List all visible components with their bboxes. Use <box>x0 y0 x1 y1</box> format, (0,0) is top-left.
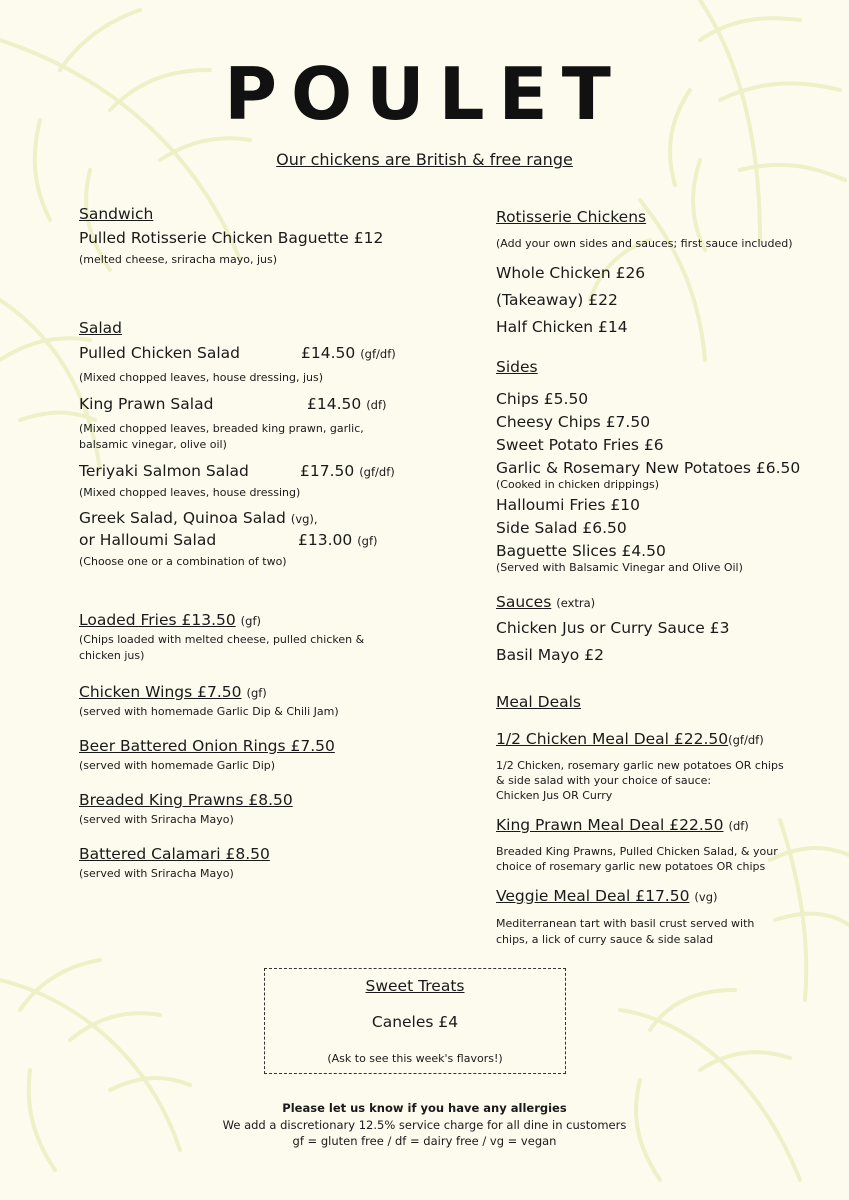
meal-desc: & side salad with your choice of sauce: <box>496 774 712 787</box>
meal-desc: choice of rosemary garlic new potatoes OR chips <box>496 860 766 873</box>
meal-desc: chips, a lick of curry sauce & side salad <box>496 933 714 946</box>
salad-price: £13.00 (gf) <box>298 531 378 549</box>
extra-item: Breaded King Prawns £8.50 <box>79 791 293 809</box>
sauce-item: Chicken Jus or Curry Sauce £3 <box>496 619 730 637</box>
salad-price: £17.50 (gf/df) <box>300 462 395 480</box>
rotisserie-item: Whole Chicken £26 <box>496 264 646 282</box>
sweet-note: (Ask to see this week's flavors!) <box>327 1052 503 1065</box>
salad-name: or Halloumi Salad <box>79 531 217 549</box>
extra-note: (served with Sriracha Mayo) <box>79 813 234 826</box>
meal-deal: 1/2 Chicken Meal Deal £22.50(gf/df) <box>496 730 764 748</box>
salad-note: balsamic vinegar, olive oil) <box>79 438 227 451</box>
meal-deal: Veggie Meal Deal £17.50 (vg) <box>496 887 718 905</box>
rotisserie-heading: Rotisserie Chickens <box>496 208 647 226</box>
side-item: Baguette Slices £4.50 <box>496 542 666 560</box>
meal-deals-heading: Meal Deals <box>496 693 581 711</box>
side-item: Side Salad £6.50 <box>496 519 627 537</box>
restaurant-title: POULET <box>224 52 625 136</box>
salad-name: Teriyaki Salmon Salad <box>79 462 249 480</box>
sweet-treats-box <box>264 968 566 1074</box>
side-item: Garlic & Rosemary New Potatoes £6.50 <box>496 459 801 477</box>
rotisserie-item: Half Chicken £14 <box>496 318 628 336</box>
service-charge-notice: We add a discretionary 12.5% service charge for all dine in customers <box>222 1118 627 1132</box>
sandwich-heading: Sandwich <box>79 205 154 223</box>
salad-name: Greek Salad, Quinoa Salad (vg), <box>79 509 318 527</box>
side-item: Halloumi Fries £10 <box>496 496 640 514</box>
extra-note: (Chips loaded with melted cheese, pulled chicken & <box>79 633 365 646</box>
sweet-item: Caneles £4 <box>371 1013 459 1031</box>
side-item: Sweet Potato Fries £6 <box>496 436 664 454</box>
dietary-legend: gf = gluten free / df = dairy free / vg = vegan <box>292 1134 557 1148</box>
salad-heading: Salad <box>79 319 122 337</box>
extra-note: (served with Sriracha Mayo) <box>79 867 234 880</box>
sauces-heading: Sauces (extra) <box>496 593 596 611</box>
meal-desc: 1/2 Chicken, rosemary garlic new potatoes OR chips <box>496 759 784 772</box>
extra-note: chicken jus) <box>79 649 145 662</box>
meal-deal: King Prawn Meal Deal £22.50 (df) <box>496 816 749 834</box>
salad-note: (Mixed chopped leaves, breaded king prawn, garlic, <box>79 422 364 435</box>
sweet-treats-heading: Sweet Treats <box>365 977 465 995</box>
salad-name: King Prawn Salad <box>79 395 214 413</box>
extra-item: Chicken Wings £7.50 (gf) <box>79 683 267 701</box>
rotisserie-note: (Add your own sides and sauces; first sauce included) <box>496 237 793 250</box>
sandwich-item: Pulled Rotisserie Chicken Baguette £12 <box>79 229 384 247</box>
side-item: Cheesy Chips £7.50 <box>496 413 651 431</box>
sides-heading: Sides <box>496 358 538 376</box>
rotisserie-item: (Takeaway) £22 <box>496 291 618 309</box>
salad-note: (Mixed chopped leaves, house dressing) <box>79 486 301 499</box>
side-note: (Cooked in chicken drippings) <box>496 478 660 491</box>
side-item: Chips £5.50 <box>496 390 589 408</box>
salad-note: (Mixed chopped leaves, house dressing, jus) <box>79 371 323 384</box>
meal-desc: Chicken Jus OR Curry <box>496 789 613 802</box>
salad-note: (Choose one or a combination of two) <box>79 555 287 568</box>
extra-item: Loaded Fries £13.50 (gf) <box>79 611 261 629</box>
meal-desc: Breaded King Prawns, Pulled Chicken Salad, & your <box>496 845 778 858</box>
extra-note: (served with homemade Garlic Dip) <box>79 759 276 772</box>
meal-desc: Mediterranean tart with basil crust served with <box>496 917 755 930</box>
side-note: (Served with Balsamic Vinegar and Olive Oil) <box>496 561 743 574</box>
sandwich-note: (melted cheese, sriracha mayo, jus) <box>79 253 278 266</box>
sauce-item: Basil Mayo £2 <box>496 646 604 664</box>
allergy-notice: Please let us know if you have any allergies <box>282 1101 567 1115</box>
extra-item: Beer Battered Onion Rings £7.50 <box>79 737 335 755</box>
salad-price: £14.50 (df) <box>307 395 387 413</box>
salad-price: £14.50 (gf/df) <box>301 344 396 362</box>
extra-note: (served with homemade Garlic Dip & Chili Jam) <box>79 705 339 718</box>
tagline: Our chickens are British & free range <box>276 150 573 169</box>
salad-name: Pulled Chicken Salad <box>79 344 240 362</box>
extra-item: Battered Calamari £8.50 <box>79 845 270 863</box>
